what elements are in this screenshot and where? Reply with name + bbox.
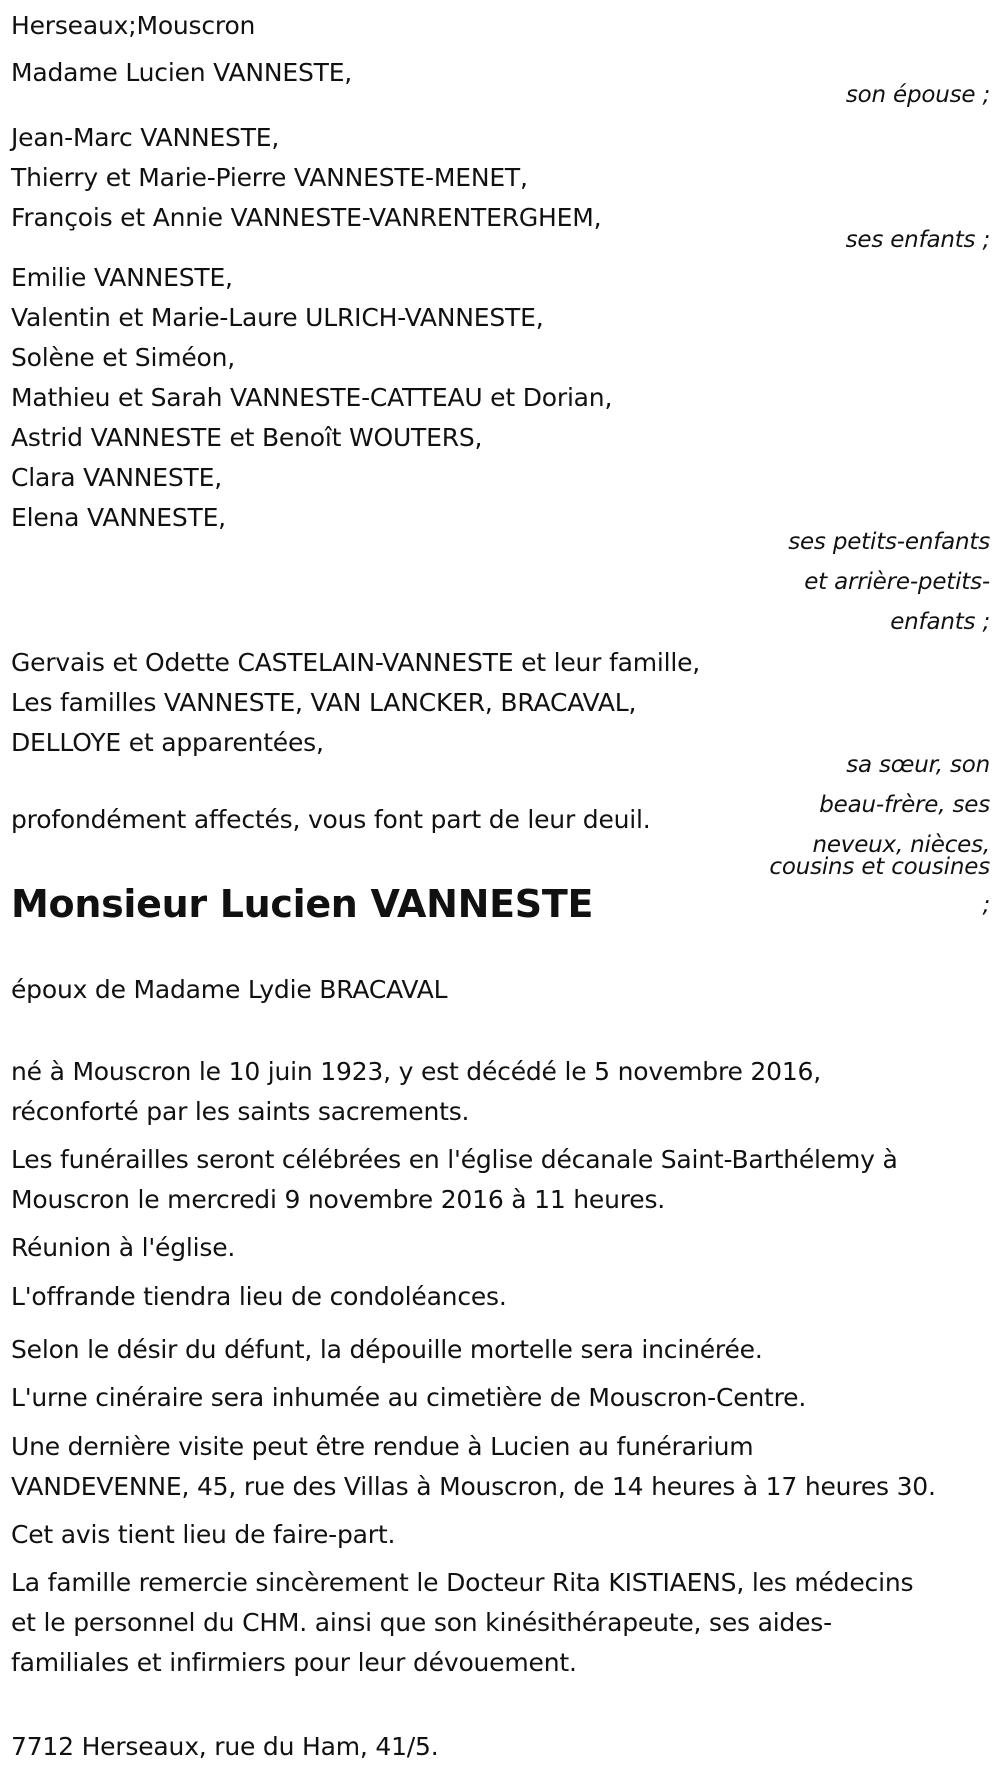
spouse-role: son épouse ; bbox=[845, 82, 990, 108]
grandchildren-role: et arrière-petits- bbox=[804, 569, 990, 595]
children-role: ses enfants ; bbox=[845, 227, 990, 253]
relatives-role: neveux, nièces, bbox=[812, 832, 990, 858]
grandchild-name: Emilie VANNESTE, bbox=[11, 263, 233, 292]
offering-line: L'offrande tiendra lieu de condoléances. bbox=[11, 1282, 507, 1311]
relative-name: DELLOYE et apparentées, bbox=[11, 728, 324, 757]
grandchild-name: Valentin et Marie-Laure ULRICH-VANNESTE, bbox=[11, 303, 544, 332]
relative-name: Les familles VANNESTE, VAN LANCKER, BRACAVAL, bbox=[11, 688, 637, 717]
grandchildren-role: ses petits-enfants bbox=[788, 529, 990, 555]
grandchild-name: Mathieu et Sarah VANNESTE-CATTEAU et Dorian, bbox=[11, 383, 613, 412]
relatives-role: beau-frère, ses bbox=[819, 792, 990, 818]
meeting-line: Réunion à l'église. bbox=[11, 1233, 236, 1262]
thanks-line: et le personnel du CHM. ainsi que son kinésithérapeute, ses aides- bbox=[11, 1608, 832, 1637]
spouse-name: Madame Lucien VANNESTE, bbox=[11, 58, 353, 87]
grandchild-name: Clara VANNESTE, bbox=[11, 463, 222, 492]
deceased-spouse: époux de Madame Lydie BRACAVAL bbox=[11, 975, 448, 1004]
child-name: Thierry et Marie-Pierre VANNESTE-MENET, bbox=[11, 163, 528, 192]
location-header: Herseaux;Mouscron bbox=[11, 11, 256, 40]
birth-death-line: réconforté par les saints sacrements. bbox=[11, 1097, 470, 1126]
grandchild-name: Astrid VANNESTE et Benoît WOUTERS, bbox=[11, 423, 483, 452]
thanks-line: familiales et infirmiers pour leur dévouement. bbox=[11, 1648, 577, 1677]
visit-line: VANDEVENNE, 45, rue des Villas à Mouscron, de 14 heures à 17 heures 30. bbox=[11, 1472, 936, 1501]
relative-name: Gervais et Odette CASTELAIN-VANNESTE et leur famille, bbox=[11, 648, 701, 677]
relatives-role: cousins et cousines bbox=[769, 854, 990, 880]
address-line: 7712 Herseaux, rue du Ham, 41/5. bbox=[11, 1732, 439, 1761]
grandchild-name: Elena VANNESTE, bbox=[11, 503, 226, 532]
child-name: François et Annie VANNESTE-VANRENTERGHEM, bbox=[11, 203, 602, 232]
grandchildren-role: enfants ; bbox=[890, 609, 990, 635]
funeral-line: Les funérailles seront célébrées en l'église décanale Saint-Barthélemy à bbox=[11, 1145, 898, 1174]
birth-death-line: né à Mouscron le 10 juin 1923, y est décédé le 5 novembre 2016, bbox=[11, 1057, 821, 1086]
deceased-name: Monsieur Lucien VANNESTE bbox=[11, 882, 594, 926]
visit-line: Une dernière visite peut être rendue à Lucien au funérarium bbox=[11, 1432, 754, 1461]
family-closing: profondément affectés, vous font part de leur deuil. bbox=[11, 805, 651, 834]
child-name: Jean-Marc VANNESTE, bbox=[11, 123, 280, 152]
urn-line: L'urne cinéraire sera inhumée au cimetière de Mouscron-Centre. bbox=[11, 1383, 807, 1412]
cremation-line: Selon le désir du défunt, la dépouille mortelle sera incinérée. bbox=[11, 1335, 763, 1364]
notice-line: Cet avis tient lieu de faire-part. bbox=[11, 1520, 396, 1549]
funeral-line: Mouscron le mercredi 9 novembre 2016 à 11 heures. bbox=[11, 1185, 666, 1214]
relatives-role: ; bbox=[982, 892, 990, 918]
grandchild-name: Solène et Siméon, bbox=[11, 343, 236, 372]
thanks-line: La famille remercie sincèrement le Docteur Rita KISTIAENS, les médecins bbox=[11, 1568, 914, 1597]
relatives-role: sa sœur, son bbox=[846, 752, 990, 778]
